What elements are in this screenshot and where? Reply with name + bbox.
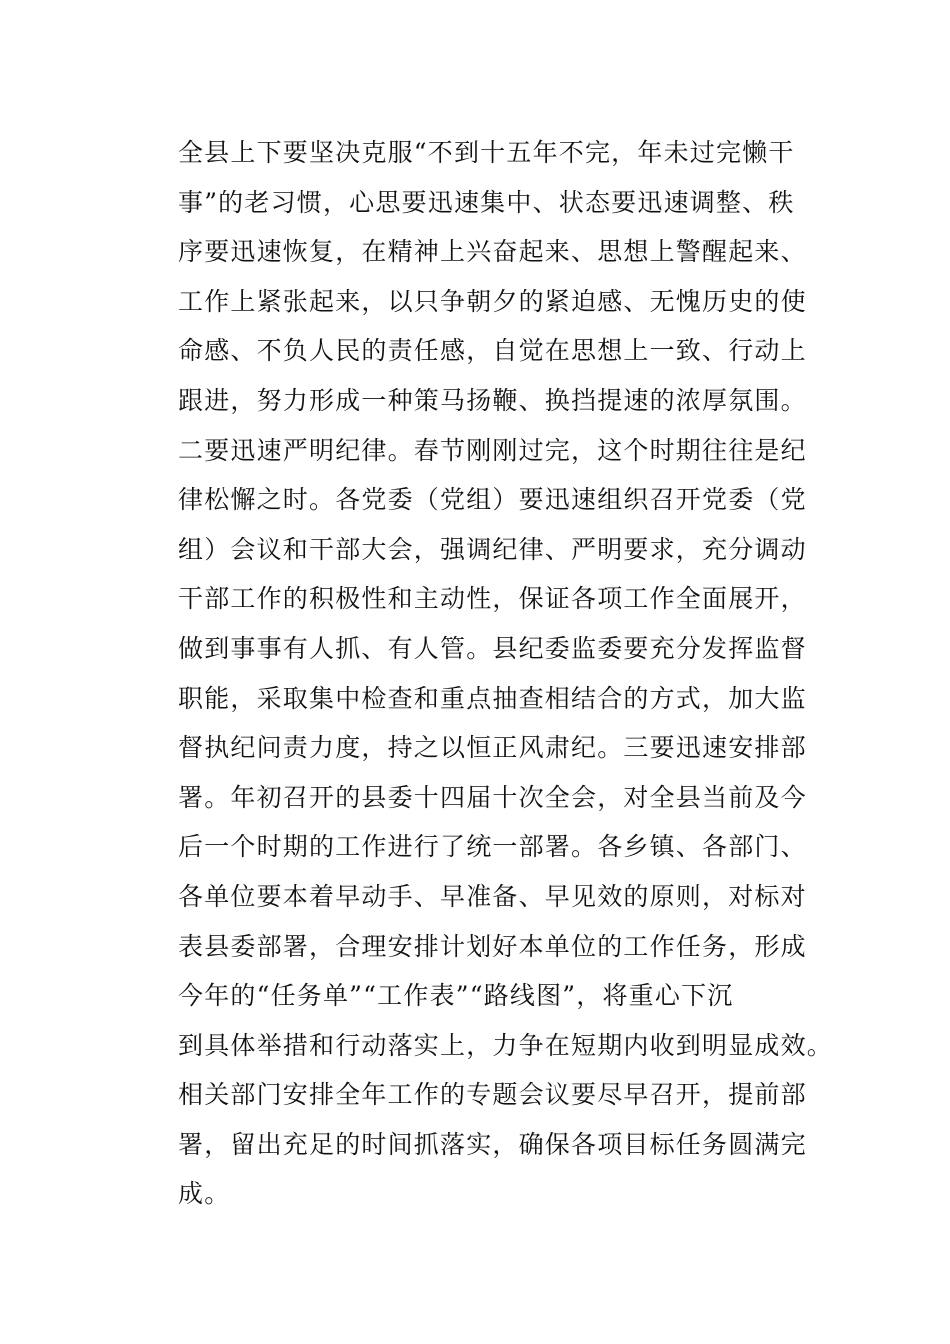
text-line: 干部工作的积极性和主动性，保证各项工作全面展开， [178,584,807,614]
text-line: 成。 [178,1179,231,1209]
text-line: 署，留出充足的时间抓落实，确保各项目标任务圆满完 [178,1129,807,1159]
text-line: 二要迅速严明纪律。春节刚刚过完，这个时期往往是纪 [178,435,807,465]
text-line: 职能，采取集中检查和重点抽查相结合的方式，加大监 [178,683,807,713]
text-line: 跟进，努力形成一种策马扬鞭、换挡提速的浓厚氛围。 [178,385,807,415]
text-line: 署。年初召开的县委十四届十次全会，对全县当前及今 [178,782,807,812]
text-line: 做到事事有人抓、有人管。县纪委监委要充分发挥监督 [178,633,807,663]
text-line: 表县委部署，合理安排计划好本单位的工作任务，形成 [178,931,807,961]
text-line: 组）会议和干部大会，强调纪律、严明要求，充分调动 [178,534,807,564]
text-line: 各单位要本着早动手、早准备、早见效的原则，对标对 [178,881,807,911]
text-line: 事”的老习惯，心思要迅速集中、状态要迅速调整、秩 [178,187,795,217]
text-line: 律松懈之时。各党委（党组）要迅速组织召开党委（党 [178,485,807,515]
text-line: 命感、不负人民的责任感，自觉在思想上一致、行动上 [178,336,807,366]
text-line: 今年的“任务单”“工作表”“路线图”，将重心下沉 [178,981,734,1011]
text-line: 工作上紧张起来，以只争朝夕的紧迫感、无愧历史的使 [178,286,807,316]
text-line: 相关部门安排全年工作的专题会议要尽早召开，提前部 [178,1080,807,1110]
text-line: 督执纪问责力度，持之以恒正风肃纪。三要迅速安排部 [178,733,807,763]
text-line: 全县上下要坚决克服“不到十五年不完，年未过完懒干 [178,138,795,167]
body-paragraph [178,128,838,1219]
text-line: 到具体举措和行动落实上，力争在短期内收到明显成效。 [178,1030,834,1060]
text-line: 后一个时期的工作进行了统一部署。各乡镇、各部门、 [178,832,807,862]
text-line: 序要迅速恢复，在精神上兴奋起来、思想上警醒起来、 [178,237,807,267]
